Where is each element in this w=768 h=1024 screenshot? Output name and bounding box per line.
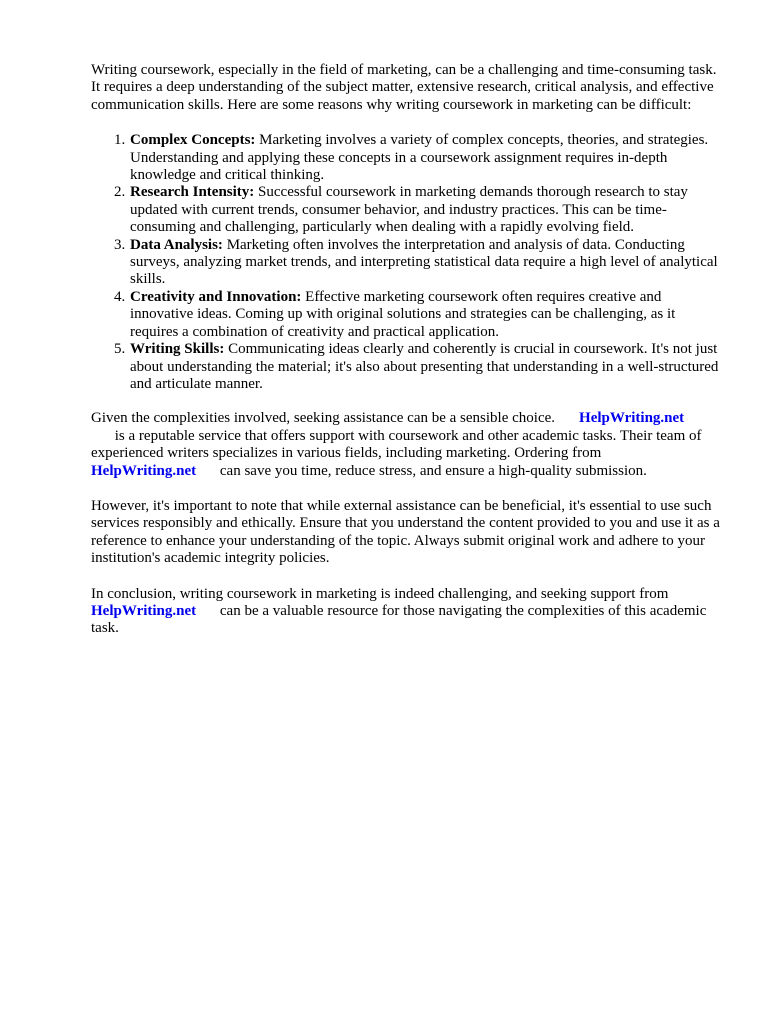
assistance-text-3: can save you time, reduce stress, and ensure a high-quality submission. [216,462,647,479]
assistance-paragraph [91,410,721,480]
reason-term: Complex Concepts: [130,132,256,149]
assistance-text-1: Given the complexities involved, seeking assistance can be a sensible choice. [91,410,556,427]
helpwriting-link-3[interactable]: HelpWriting.net [91,602,197,619]
reason-text: Successful coursework in marketing demands thorough research to stay updated with current trends, consumer behavior, and industry practices. This can be time-consuming and challenging, particularly when dealing with a rapidly evolving field. [130,184,688,236]
reason-text: Effective marketing coursework often requires creative and innovative ideas. Coming up with original solutions and strategies can be challenging, as it requires a combination of creativity and practical application. [130,288,676,340]
list-item [129,289,721,341]
reason-term: Writing Skills: [130,341,225,358]
conclusion-text-1: In conclusion, writing coursework in marketing is indeed challenging, and seeking support from [91,585,669,602]
reason-text: Marketing often involves the interpretation and analysis of data. Conducting surveys, analyzing market trends, and interpreting statistical data require a high level of analytical skills. [130,236,718,288]
reason-term: Research Intensity: [130,184,255,201]
reason-term: Creativity and Innovation: [130,288,302,305]
caution-paragraph: However, it's important to note that while external assistance can be beneficial, it's essential to use such services responsibly and ethically. Ensure that you understand the content provided to you and use it as a reference to enhance your understanding of the topic. Always submit original work and adhere to your institution's academic integrity policies. [91,497,720,567]
conclusion-paragraph [91,586,721,638]
list-item [129,184,721,236]
helpwriting-link-2[interactable]: HelpWriting.net [91,462,197,479]
reason-text: Communicating ideas clearly and coherently is crucial in coursework. It's not just about understanding the material; it's also about presenting that understanding in a well-structured and articulate manner. [130,341,719,392]
list-item [129,132,721,184]
reasons-list [91,132,721,393]
list-item [129,237,721,289]
reason-text: Marketing involves a variety of complex concepts, theories, and strategies. Understanding and applying these concepts in a coursework assignment requires in-depth knowledge and critical thinking. [130,132,709,184]
document-page [91,62,721,656]
assistance-text-2: is a reputable service that offers support with coursework and other academic tasks. Their team of experienced writers specializes in various fields, including marketing. Ordering from [91,427,702,462]
list-item [129,341,721,393]
intro-paragraph: Writing coursework, especially in the field of marketing, can be a challenging and time-consuming task. It requires a deep understanding of the subject matter, extensive research, critical analysis, and effective communication skills. Here are some reasons why writing coursework in marketing can be difficult: [91,62,717,113]
conclusion-text-2: can be a valuable resource for those navigating the complexities of this academic task. [91,602,707,637]
helpwriting-link[interactable]: HelpWriting.net [579,410,685,427]
reason-term: Data Analysis: [130,236,223,253]
